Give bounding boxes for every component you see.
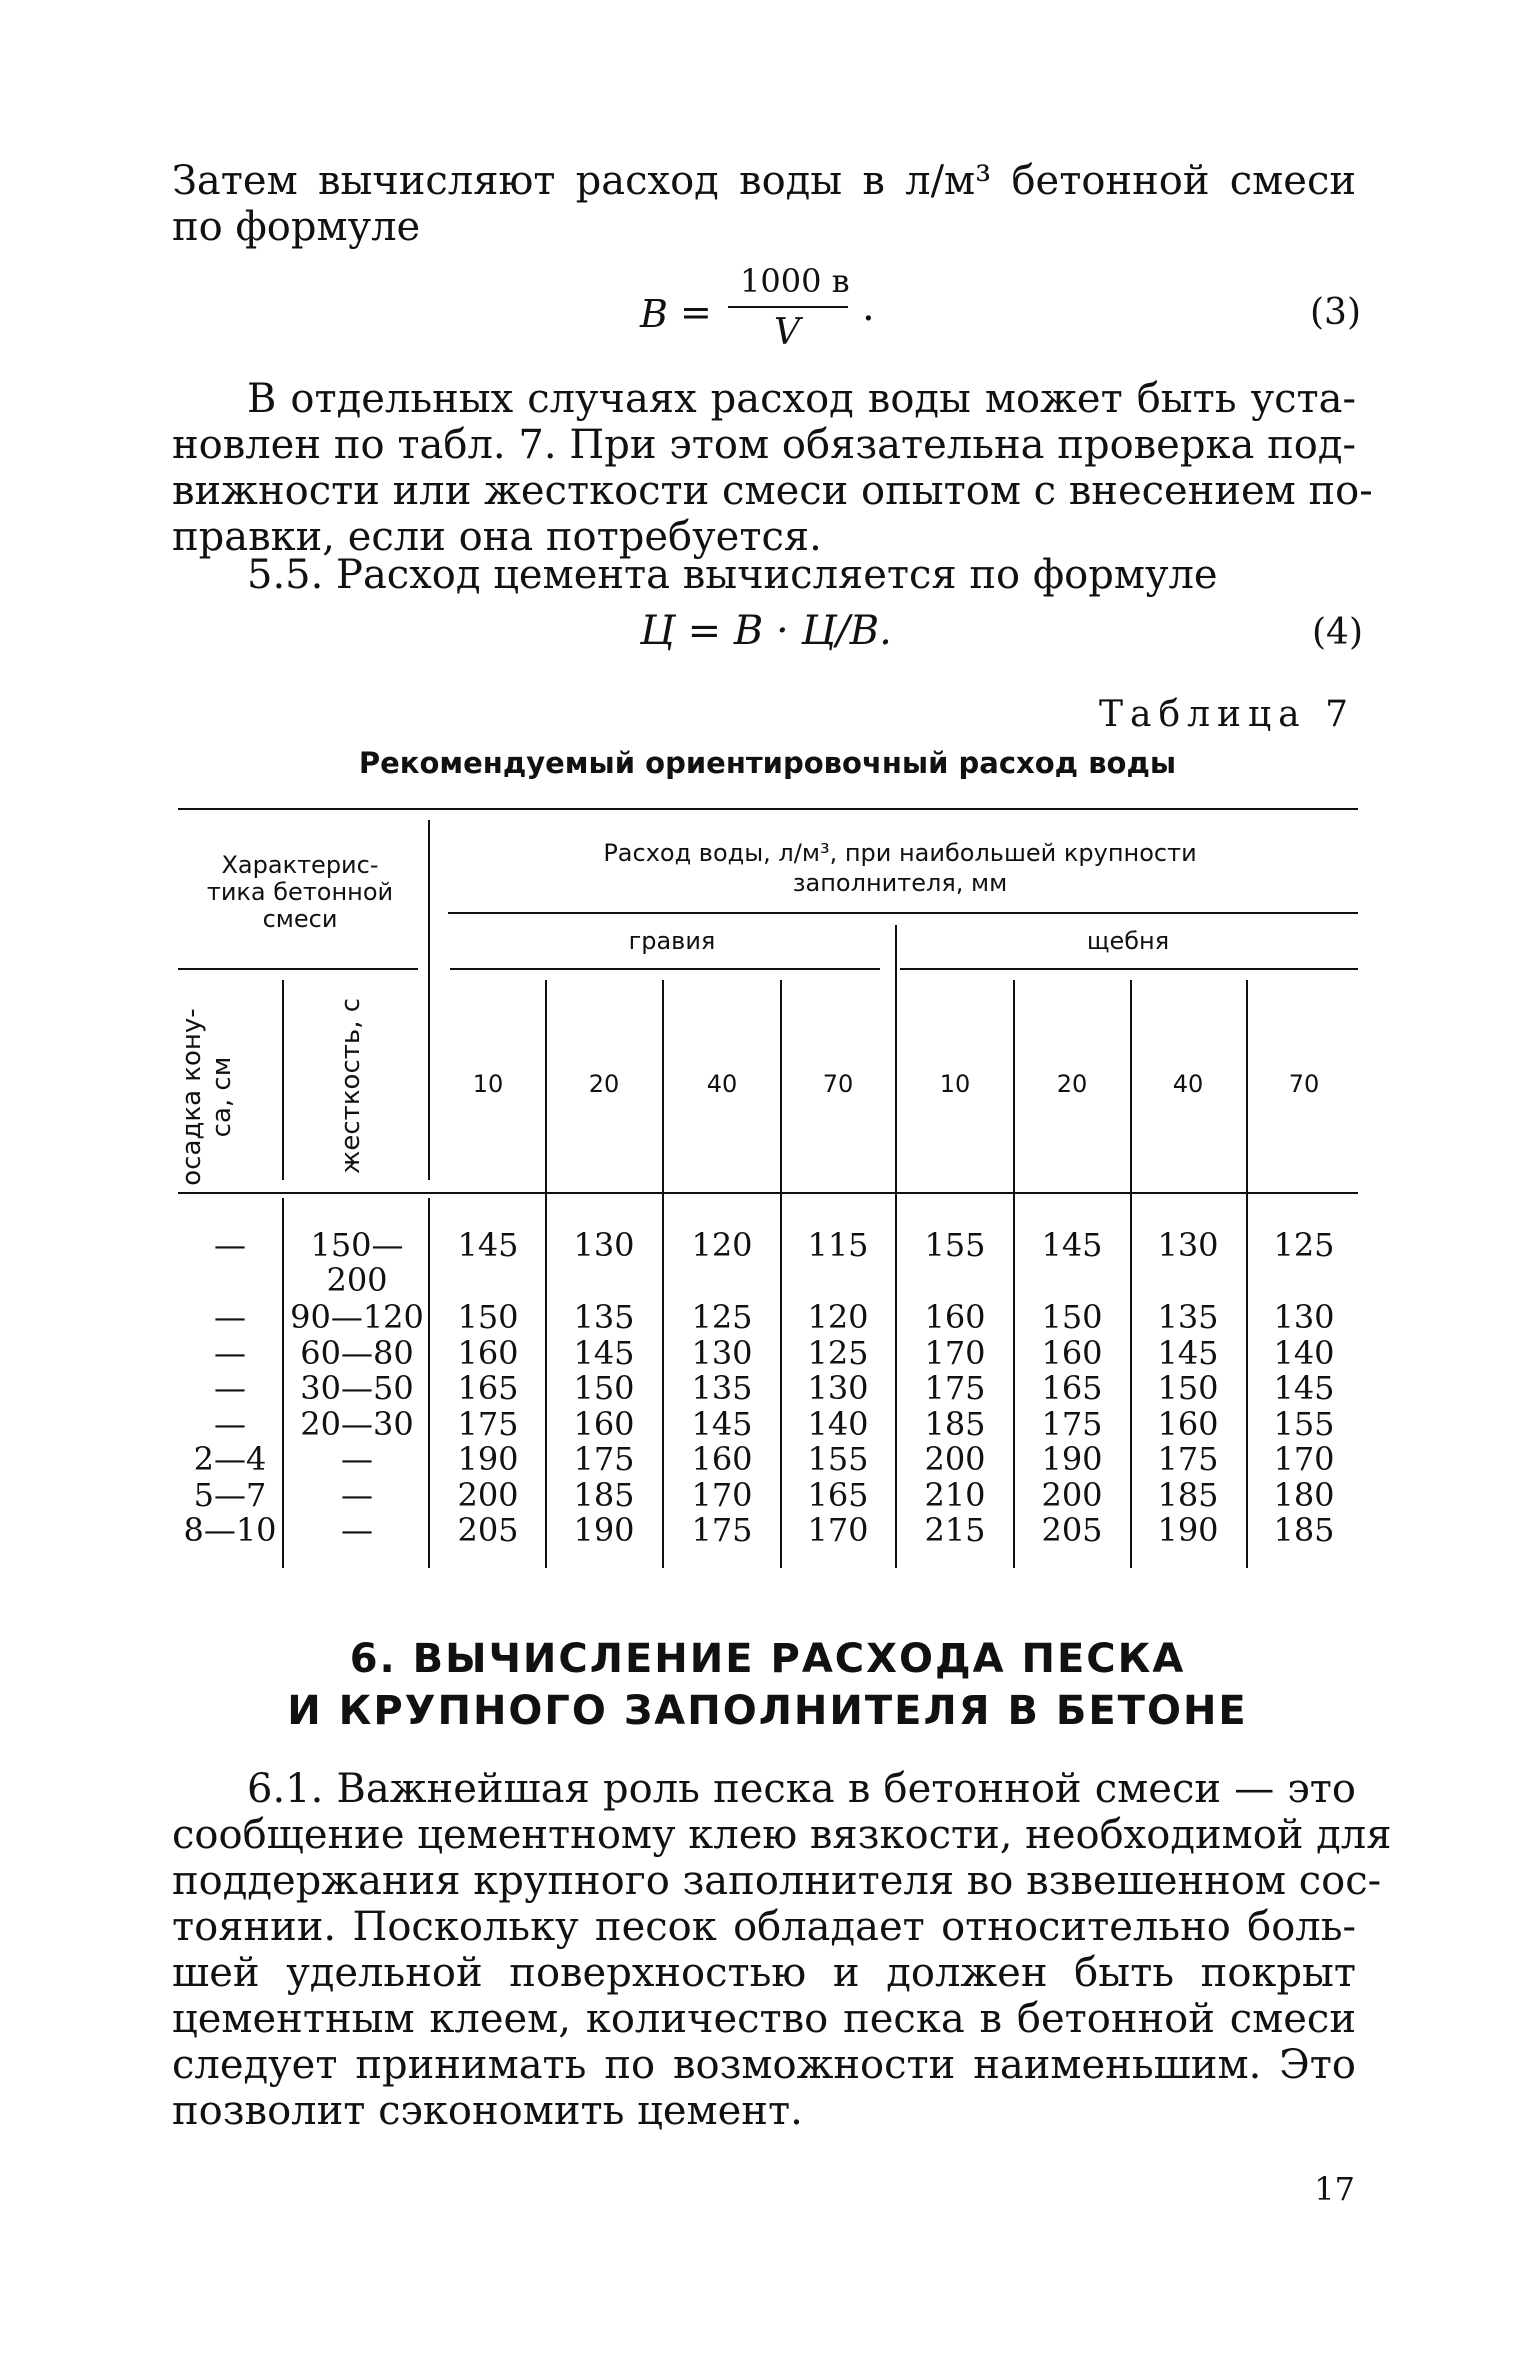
formula-numerator: 1000 в (740, 262, 850, 300)
header-rule (450, 968, 880, 970)
text-line: шей удельной поверхностью и должен быть покрыт (172, 1950, 1356, 1996)
water-value-cell: 125 (1273, 1226, 1335, 1264)
header-line: Расход воды, л/м³, при наибольшей крупности (603, 839, 1197, 867)
aggregate-size-label: 20 (588, 1070, 620, 1098)
water-value-cell: 160 (573, 1404, 635, 1443)
page-number: 17 (1314, 2170, 1355, 2208)
water-value-cell: 130 (1157, 1226, 1219, 1264)
header-rule (448, 912, 1358, 914)
header-line: са, см (207, 1056, 237, 1138)
text-line: правки, если она потребуется. (172, 514, 822, 560)
text-line: цементным клеем, количество песка в бетонной смеси (172, 1996, 1356, 2042)
formula-denominator: V (774, 312, 800, 353)
heading-line: И КРУПНОГО ЗАПОЛНИТЕЛЯ В БЕТОНЕ (287, 1688, 1248, 1734)
text-line: В отдельных случаях расход воды может быть уста- (247, 376, 1356, 422)
column-rule (662, 980, 664, 1568)
water-value-cell: 125 (691, 1298, 753, 1336)
water-value-cell: 145 (1041, 1226, 1103, 1264)
water-value-cell: 145 (573, 1333, 635, 1372)
column-rule (428, 820, 430, 1180)
water-value-cell: 130 (573, 1226, 635, 1264)
slump-cell: 8—10 (183, 1511, 277, 1549)
water-value-cell: 150 (573, 1369, 635, 1407)
water-value-cell: 165 (457, 1369, 519, 1407)
stiffness-cell (288, 1228, 426, 1298)
header-bottom-rule (178, 1192, 1358, 1194)
water-value-cell: 170 (691, 1475, 753, 1514)
header-characteristic (180, 852, 420, 933)
water-value-cell: 200 (924, 1440, 986, 1478)
column-rule (282, 1198, 284, 1568)
aggregate-size-label: 10 (939, 1070, 971, 1098)
water-value-cell: 200 (457, 1475, 519, 1514)
header-rule (178, 968, 418, 970)
water-value-cell: 155 (807, 1440, 869, 1478)
stiffness-line: — (341, 1475, 373, 1514)
table-top-rule (178, 808, 1358, 810)
formula-4: Ц = В · Ц/В. (640, 608, 892, 654)
water-value-cell: 160 (457, 1333, 519, 1372)
slump-cell: — (214, 1369, 246, 1407)
water-value-cell: 185 (924, 1404, 986, 1443)
water-value-cell: 155 (1273, 1404, 1335, 1443)
water-value-cell: 180 (1273, 1475, 1335, 1514)
text-line: 6.1. Важнейшая роль песка в бетонной смеси — это (247, 1766, 1356, 1812)
water-value-cell: 185 (1157, 1475, 1219, 1514)
text-line: сообщение цементному клею вязкости, необходимой для (172, 1812, 1392, 1858)
water-value-cell: 135 (691, 1369, 753, 1407)
water-value-cell: 175 (691, 1511, 753, 1549)
formula-lhs: В (640, 292, 668, 336)
column-rule (545, 980, 547, 1568)
slump-cell: 5—7 (193, 1475, 267, 1514)
text-line: вижности или жесткости смеси опытом с внесением по- (172, 468, 1373, 514)
stiffness-cell (288, 1300, 426, 1335)
water-value-cell: 130 (807, 1369, 869, 1407)
water-value-cell: 175 (457, 1404, 519, 1443)
column-rule (1013, 980, 1015, 1568)
water-value-cell: 160 (1041, 1333, 1103, 1372)
slump-cell: — (214, 1298, 246, 1336)
water-value-cell: 130 (1273, 1298, 1335, 1336)
intro-paragraph (172, 158, 1356, 250)
water-value-cell: 205 (1041, 1511, 1103, 1549)
aggregate-size-label: 70 (1288, 1070, 1320, 1098)
stiffness-line: 20—30 (300, 1404, 414, 1443)
water-value-cell: 120 (691, 1226, 753, 1264)
water-value-cell: 190 (573, 1511, 635, 1549)
water-value-cell: 200 (1041, 1475, 1103, 1514)
water-value-cell: 215 (924, 1511, 986, 1549)
water-value-cell: 160 (691, 1440, 753, 1478)
formula-equals: = (680, 290, 712, 334)
header-line: смеси (262, 905, 338, 933)
water-value-cell: 210 (924, 1475, 986, 1514)
stiffness-cell (288, 1333, 426, 1372)
formula-dot: . (862, 284, 875, 330)
header-gravel: гравия (628, 927, 716, 955)
stiffness-cell (288, 1475, 426, 1514)
column-rule (282, 980, 284, 1180)
water-value-cell: 145 (457, 1226, 519, 1264)
header-line: Характерис- (221, 851, 379, 879)
water-value-cell: 170 (807, 1511, 869, 1549)
header-consumption (450, 838, 1350, 898)
stiffness-line: — (341, 1440, 373, 1478)
section-6-heading (0, 1633, 1535, 1737)
water-value-cell: 160 (1157, 1404, 1219, 1443)
aggregate-size-label: 40 (706, 1070, 738, 1098)
water-value-cell: 115 (807, 1226, 869, 1264)
water-value-cell: 160 (924, 1298, 986, 1336)
text-line: Затем вычисляют расход воды в л/м³ бетонной смеси (172, 158, 1356, 204)
paragraph-table-reference (172, 376, 1373, 560)
stiffness-cell (288, 1404, 426, 1443)
water-value-cell: 175 (1157, 1440, 1219, 1478)
water-value-cell: 190 (1041, 1440, 1103, 1478)
water-value-cell: 185 (1273, 1511, 1335, 1549)
water-value-cell: 190 (1157, 1511, 1219, 1549)
water-value-cell: 205 (457, 1511, 519, 1549)
fraction-bar (728, 306, 848, 308)
header-rule (900, 968, 1358, 970)
heading-line: 6. ВЫЧИСЛЕНИЕ РАСХОДА ПЕСКА (349, 1636, 1186, 1682)
water-value-cell: 145 (1157, 1333, 1219, 1372)
water-value-cell: 135 (573, 1298, 635, 1336)
aggregate-size-label: 40 (1172, 1070, 1204, 1098)
stiffness-line: 150— (310, 1226, 404, 1264)
stiffness-cell (288, 1442, 426, 1477)
stiffness-line: 200 (326, 1261, 388, 1299)
slump-cell: 2—4 (193, 1440, 267, 1478)
text-line: 5.5. Расход цемента вычисляется по формуле (247, 552, 1218, 598)
header-line: заполнителя, мм (792, 869, 1008, 897)
text-line: по формуле (172, 204, 421, 250)
text-line: тоянии. Поскольку песок обладает относительно боль- (172, 1904, 1356, 1950)
formula-4-number: (4) (1312, 612, 1363, 653)
water-value-cell: 125 (807, 1333, 869, 1372)
text-line: позволит сэкономить цемент. (172, 2088, 803, 2134)
water-value-cell: 150 (457, 1298, 519, 1336)
table-title: Рекомендуемый ориентировочный расход воды (358, 746, 1177, 780)
slump-cell: — (214, 1226, 246, 1264)
text-line: новлен по табл. 7. При этом обязательна проверка под- (172, 422, 1356, 468)
stiffness-cell (288, 1371, 426, 1406)
water-value-cell: 145 (1273, 1369, 1335, 1407)
column-rule (895, 925, 897, 1568)
water-value-cell: 150 (1157, 1369, 1219, 1407)
slump-cell: — (214, 1404, 246, 1443)
column-rule (1246, 980, 1248, 1568)
stiffness-line: 60—80 (300, 1333, 414, 1372)
water-value-cell: 175 (1041, 1404, 1103, 1443)
column-rule (1130, 980, 1132, 1568)
header-line: тика бетонной (206, 878, 394, 906)
water-value-cell: 135 (1157, 1298, 1219, 1336)
water-value-cell: 140 (1273, 1333, 1335, 1372)
water-value-cell: 130 (691, 1333, 753, 1372)
stiffness-line: 90—120 (290, 1298, 424, 1336)
stiffness-cell (288, 1513, 426, 1548)
water-value-cell: 185 (573, 1475, 635, 1514)
stiffness-line: — (341, 1511, 373, 1549)
water-value-cell: 150 (1041, 1298, 1103, 1336)
column-rule (428, 1198, 430, 1568)
header-crushed-stone: щебня (1086, 927, 1170, 955)
water-value-cell: 170 (1273, 1440, 1335, 1478)
water-value-cell: 175 (573, 1440, 635, 1478)
paragraph-5-5 (247, 552, 1247, 598)
water-value-cell: 165 (807, 1475, 869, 1514)
header-line: осадка кону- (177, 1008, 207, 1186)
text-line: поддержания крупного заполнителя во взвешенном сос- (172, 1858, 1382, 1904)
column-rule (780, 980, 782, 1568)
water-value-cell: 120 (807, 1298, 869, 1336)
slump-cell: — (214, 1333, 246, 1372)
stiffness-line: 30—50 (300, 1369, 414, 1407)
header-stiffness: жесткость, с (336, 997, 366, 1175)
water-value-cell: 190 (457, 1440, 519, 1478)
text-line: следует принимать по возможности наименьшим. Это (172, 2042, 1356, 2088)
water-value-cell: 175 (924, 1369, 986, 1407)
header-slump (177, 997, 239, 1197)
aggregate-size-label: 20 (1056, 1070, 1088, 1098)
water-value-cell: 170 (924, 1333, 986, 1372)
water-value-cell: 155 (924, 1226, 986, 1264)
aggregate-size-label: 70 (822, 1070, 854, 1098)
aggregate-size-label: 10 (472, 1070, 504, 1098)
paragraph-6-1 (172, 1766, 1392, 2134)
water-value-cell: 165 (1041, 1369, 1103, 1407)
water-value-cell: 140 (807, 1404, 869, 1443)
formula-3-number: (3) (1310, 292, 1361, 333)
table-caption: Таблица 7 (1099, 694, 1355, 735)
water-value-cell: 145 (691, 1404, 753, 1443)
